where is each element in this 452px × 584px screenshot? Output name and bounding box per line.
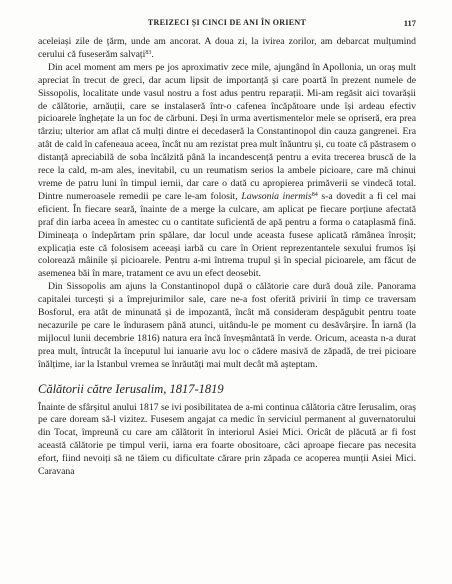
paragraph-text: Înainte de sfârșitul anului 1817 se ivi posibilitatea de a-mi continua călătoria către Ierusalim, oraș pe care doream să-l vizitez. Fusesem angajat ca medic în serviciul permanent al guvernatorului din Tocat, împreună cu care am călătorit în interiorul Asiei Mici. Oricât de plăcută ar fi fost această călătorie pe timpul verii, iarna era foarte obositoare, căci aproape fiecare pas necesita efort, fiind nevoiți să ne tăiem cu dificultate cărare prin zăpada ce acoperea munții Asiei Mici. Caravana xyxy=(38,401,416,478)
plant-name: Lawsonia inermis xyxy=(241,190,312,202)
paragraph xyxy=(38,402,416,479)
page-number: 117 xyxy=(403,18,416,28)
paragraph-text: Din acel moment am mers pe jos aproximativ zece mile, ajungând în Apollonia, un oraș mult apreciat în trecut de greci, dar acum lipsit de importanță și care poartă în prezent numele de Sissopolis, localitate unde vasul nostru a fost adus pentru reparații. Mi-am regăsit aici tovarășii de călătorie, arnăuții, care se instalaseră într-o cafenea încăpătoare unde își ardeau efectiv picioarele înghețate la un foc de cărbuni. Deși în urma avertismentelor mele se opriseră, era prea târziu; ulterior am aflat că mulți dintre ei decedaseră la Constantinopol din cauza gangrenei. Era atât de cald în cafeneaua aceea, încât nu am rezistat prea mult înăuntru și, cu toate că păstrasem o distanță apreciabilă de soba încălzită până la incandescență pentru a evita trecerea bruscă de la rece la cald, m-am ales, inevitabil, cu un reumatism serios la ambele picioare, care mă chinui vreme de patru luni în timpul iernii, dar care o dată cu apropierea primăverii se vindecă total. Dintre numeroasele remedii pe care le-am folosit, xyxy=(38,61,416,202)
paragraph-text: aceleiași zile de țărm, unde am ancorat. A doua zi, la ivirea zorilor, am debarcat mulțumind cerului că fuseserăm salvați xyxy=(38,36,416,60)
section-heading: Călătorii către Ierusalim, 1817-1819 xyxy=(38,381,224,396)
paragraph xyxy=(38,281,416,371)
paragraph-text: . xyxy=(151,48,154,60)
paragraph xyxy=(38,36,416,62)
paragraph xyxy=(38,62,416,281)
paragraph-text: Din Sissopolis am ajuns la Constantinopol după o călătorie care dură două zile. Panorama capitalei turcești și a împrejurimilor sale, care ne-a fost oferită privirii în timp ce traversam Bosforul, era atât de minunată și de impozantă, încât mă consideram despăgubit pentru toate necazurile pe care le îndurasem până atunci, uitându-le pe moment cu desăvârșire. În iarnă (la mijlocul lunii decembrie 1816) natura era încă înveșmântată în verde. Oricum, aceasta n-a durat prea mult, întrucât la începutul lui ianuarie avu loc o cădere masivă de zăpadă, de trei picioare înălțime, iar la Istanbul vremea se înrăutăți mai mult decât mă așteptam. xyxy=(38,281,416,370)
footnote-ref: 84 xyxy=(311,191,318,198)
paragraph-text: s-a dovedit a fi cel mai eficient. În fiecare seară, înainte de a merge la culcare, am aplicat pe fiecare porțiune afectată praf din iarba aceea în amestec cu o cantitate suficientă de apă pentru a forma o cataplasmă fină. Dimineața o îndepărtam prin spălare, dar locul unde aceasta fusese aplicată rămânea înroșit; explicația este că folosisem aceeași iarbă cu care în Orient reprezentantele sexului frumos își colorează mâinile și picioarele. Pentru a-mi întrema trupul și în special picioarele, am făcut de asemenea băi în mare, tratament ce avu un efect deosebit. xyxy=(38,190,417,280)
body-text xyxy=(38,36,416,479)
footnote-ref: 83 xyxy=(145,49,152,56)
page-header xyxy=(38,18,416,32)
running-title: TREIZECI ȘI CINCI DE ANI ÎN ORIENT xyxy=(147,18,307,27)
